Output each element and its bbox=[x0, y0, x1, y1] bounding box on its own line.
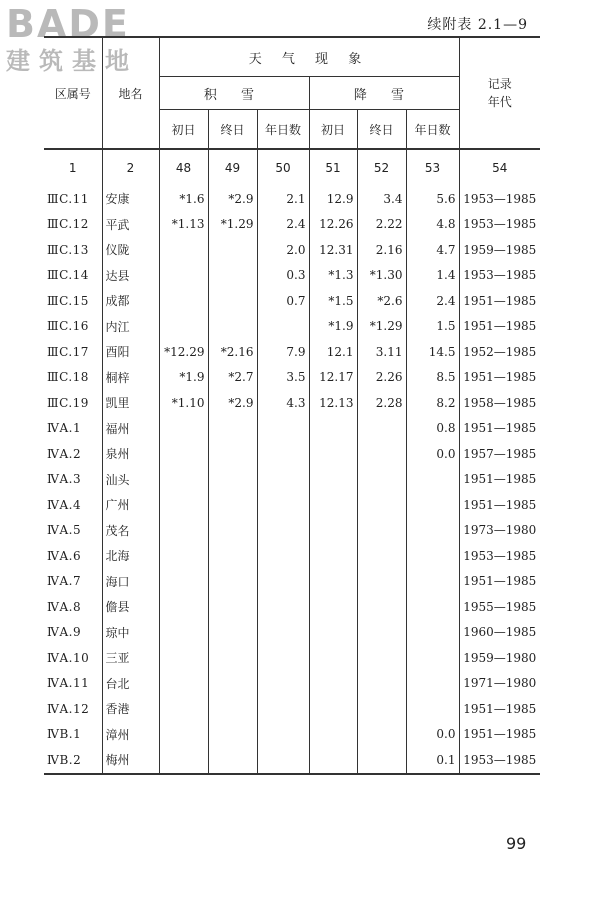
snow-cover-last-day-cell bbox=[208, 594, 257, 620]
snow-cover-first-day-cell: *1.13 bbox=[159, 212, 208, 238]
table-row bbox=[44, 186, 540, 212]
place-name-cell: 台北 bbox=[102, 671, 159, 697]
snow-cover-last-day-cell bbox=[208, 645, 257, 671]
snow-cover-first-day-cell bbox=[159, 518, 208, 544]
snowfall-first-day-cell bbox=[309, 492, 357, 518]
place-name-cell: 平武 bbox=[102, 212, 159, 238]
region-code-cell: ⅢC.17 bbox=[44, 339, 102, 365]
snow-cover-days-cell bbox=[257, 416, 309, 442]
snow-cover-last-day-cell bbox=[208, 314, 257, 340]
snow-cover-first-day-cell bbox=[159, 237, 208, 263]
region-code-cell: ⅣA.3 bbox=[44, 467, 102, 493]
record-years-cell: 1951—1985 bbox=[459, 492, 540, 518]
snow-cover-first-day-cell bbox=[159, 263, 208, 289]
region-code-cell: ⅢC.13 bbox=[44, 237, 102, 263]
snowfall-days-cell bbox=[406, 569, 459, 595]
region-code-cell: ⅢC.18 bbox=[44, 365, 102, 391]
header-snow-cover-days: 年日数 bbox=[257, 110, 309, 150]
snow-cover-days-cell bbox=[257, 696, 309, 722]
record-years-cell: 1953—1985 bbox=[459, 543, 540, 569]
snow-cover-last-day-cell bbox=[208, 620, 257, 646]
region-code-cell: ⅣA.11 bbox=[44, 671, 102, 697]
snowfall-days-cell bbox=[406, 518, 459, 544]
place-name-cell: 梅州 bbox=[102, 747, 159, 774]
snow-cover-first-day-cell bbox=[159, 467, 208, 493]
snow-cover-days-cell: 0.3 bbox=[257, 263, 309, 289]
snowfall-last-day-cell: 3.11 bbox=[357, 339, 406, 365]
snow-cover-days-cell: 2.4 bbox=[257, 212, 309, 238]
place-name-cell: 茂名 bbox=[102, 518, 159, 544]
snow-cover-days-cell: 7.9 bbox=[257, 339, 309, 365]
record-years-cell: 1953—1985 bbox=[459, 747, 540, 774]
header-weather: 天 气 现 象 bbox=[159, 37, 459, 77]
record-years-cell: 1958—1985 bbox=[459, 390, 540, 416]
table-row bbox=[44, 569, 540, 595]
table-caption: 续附表 2.1—9 bbox=[427, 17, 528, 33]
snowfall-first-day-cell bbox=[309, 594, 357, 620]
table-row bbox=[44, 747, 540, 774]
place-name-cell: 广州 bbox=[102, 492, 159, 518]
header-place-name: 地名 bbox=[102, 37, 159, 149]
record-years-cell: 1951—1985 bbox=[459, 288, 540, 314]
snowfall-last-day-cell: 2.22 bbox=[357, 212, 406, 238]
snowfall-last-day-cell: 2.26 bbox=[357, 365, 406, 391]
snowfall-days-cell: 1.5 bbox=[406, 314, 459, 340]
place-name-cell: 泉州 bbox=[102, 441, 159, 467]
snowfall-days-cell: 0.0 bbox=[406, 722, 459, 748]
snowfall-days-cell: 4.8 bbox=[406, 212, 459, 238]
snowfall-days-cell: 2.4 bbox=[406, 288, 459, 314]
table-row bbox=[44, 441, 540, 467]
snow-cover-last-day-cell: *2.7 bbox=[208, 365, 257, 391]
place-name-cell: 成都 bbox=[102, 288, 159, 314]
table-row bbox=[44, 722, 540, 748]
snow-cover-days-cell bbox=[257, 467, 309, 493]
snow-cover-first-day-cell bbox=[159, 314, 208, 340]
snow-cover-last-day-cell bbox=[208, 722, 257, 748]
region-code-cell: ⅢC.19 bbox=[44, 390, 102, 416]
snowfall-last-day-cell: *1.29 bbox=[357, 314, 406, 340]
snow-cover-days-cell: 3.5 bbox=[257, 365, 309, 391]
record-years-cell: 1973—1980 bbox=[459, 518, 540, 544]
header-snow-cover-first-day: 初日 bbox=[159, 110, 208, 150]
place-name-cell: 达县 bbox=[102, 263, 159, 289]
snowfall-first-day-cell bbox=[309, 416, 357, 442]
snow-cover-first-day-cell bbox=[159, 543, 208, 569]
snow-cover-last-day-cell bbox=[208, 518, 257, 544]
region-code-cell: ⅣA.10 bbox=[44, 645, 102, 671]
record-years-cell: 1951—1985 bbox=[459, 696, 540, 722]
region-code-cell: ⅢC.15 bbox=[44, 288, 102, 314]
record-years-cell: 1953—1985 bbox=[459, 212, 540, 238]
snowfall-last-day-cell bbox=[357, 696, 406, 722]
snowfall-days-cell: 1.4 bbox=[406, 263, 459, 289]
snowfall-last-day-cell bbox=[357, 645, 406, 671]
snowfall-last-day-cell bbox=[357, 518, 406, 544]
snow-cover-last-day-cell: *2.16 bbox=[208, 339, 257, 365]
record-years-cell: 1959—1980 bbox=[459, 645, 540, 671]
record-years-cell: 1953—1985 bbox=[459, 186, 540, 212]
snow-cover-days-cell bbox=[257, 569, 309, 595]
column-number: 51 bbox=[309, 149, 357, 186]
snowfall-days-cell bbox=[406, 620, 459, 646]
table-body bbox=[44, 186, 540, 774]
snow-cover-first-day-cell bbox=[159, 441, 208, 467]
region-code-cell: ⅣA.9 bbox=[44, 620, 102, 646]
place-name-cell: 琼中 bbox=[102, 620, 159, 646]
record-years-cell: 1951—1985 bbox=[459, 569, 540, 595]
snow-cover-days-cell bbox=[257, 722, 309, 748]
column-number: 49 bbox=[208, 149, 257, 186]
snowfall-days-cell bbox=[406, 543, 459, 569]
table-row bbox=[44, 263, 540, 289]
header-snowfall: 降 雪 bbox=[309, 77, 459, 110]
snowfall-last-day-cell bbox=[357, 416, 406, 442]
record-years-cell: 1955—1985 bbox=[459, 594, 540, 620]
snowfall-days-cell: 0.0 bbox=[406, 441, 459, 467]
region-code-cell: ⅣB.2 bbox=[44, 747, 102, 774]
snowfall-last-day-cell bbox=[357, 620, 406, 646]
snow-cover-days-cell bbox=[257, 747, 309, 774]
snow-cover-days-cell bbox=[257, 441, 309, 467]
table-row bbox=[44, 671, 540, 697]
region-code-cell: ⅣA.12 bbox=[44, 696, 102, 722]
table-row bbox=[44, 365, 540, 391]
snow-cover-first-day-cell: *1.6 bbox=[159, 186, 208, 212]
column-number: 54 bbox=[459, 149, 540, 186]
snow-cover-last-day-cell: *1.29 bbox=[208, 212, 257, 238]
snow-cover-last-day-cell bbox=[208, 237, 257, 263]
header-snow-cover-last-day: 终日 bbox=[208, 110, 257, 150]
header-region-code: 区属号 bbox=[44, 37, 102, 149]
table-row bbox=[44, 467, 540, 493]
snowfall-first-day-cell bbox=[309, 569, 357, 595]
snowfall-first-day-cell: 12.31 bbox=[309, 237, 357, 263]
snowfall-days-cell bbox=[406, 594, 459, 620]
snowfall-days-cell: 5.6 bbox=[406, 186, 459, 212]
snow-cover-last-day-cell bbox=[208, 441, 257, 467]
snowfall-first-day-cell bbox=[309, 467, 357, 493]
table-row bbox=[44, 416, 540, 442]
place-name-cell: 北海 bbox=[102, 543, 159, 569]
snow-cover-first-day-cell bbox=[159, 416, 208, 442]
column-number: 2 bbox=[102, 149, 159, 186]
snowfall-last-day-cell bbox=[357, 441, 406, 467]
header-snowfall-days: 年日数 bbox=[406, 110, 459, 150]
snowfall-days-cell: 4.7 bbox=[406, 237, 459, 263]
snow-cover-last-day-cell bbox=[208, 416, 257, 442]
place-name-cell: 三亚 bbox=[102, 645, 159, 671]
snow-cover-days-cell: 2.1 bbox=[257, 186, 309, 212]
region-code-cell: ⅣA.8 bbox=[44, 594, 102, 620]
column-number: 48 bbox=[159, 149, 208, 186]
snow-cover-first-day-cell bbox=[159, 594, 208, 620]
snow-cover-last-day-cell bbox=[208, 747, 257, 774]
snow-cover-last-day-cell bbox=[208, 696, 257, 722]
weather-table bbox=[44, 36, 540, 775]
place-name-cell: 凯里 bbox=[102, 390, 159, 416]
record-years-cell: 1953—1985 bbox=[459, 263, 540, 289]
column-number: 50 bbox=[257, 149, 309, 186]
record-years-cell: 1951—1985 bbox=[459, 314, 540, 340]
snowfall-first-day-cell bbox=[309, 722, 357, 748]
snowfall-days-cell bbox=[406, 492, 459, 518]
snow-cover-last-day-cell bbox=[208, 263, 257, 289]
snowfall-last-day-cell: 3.4 bbox=[357, 186, 406, 212]
snow-cover-days-cell bbox=[257, 492, 309, 518]
region-code-cell: ⅣA.1 bbox=[44, 416, 102, 442]
snowfall-last-day-cell bbox=[357, 492, 406, 518]
region-code-cell: ⅣA.6 bbox=[44, 543, 102, 569]
snowfall-first-day-cell bbox=[309, 441, 357, 467]
watermark-brand: BADE bbox=[6, 2, 130, 46]
table-row bbox=[44, 696, 540, 722]
place-name-cell: 香港 bbox=[102, 696, 159, 722]
snow-cover-first-day-cell: *1.9 bbox=[159, 365, 208, 391]
record-years-cell: 1960—1985 bbox=[459, 620, 540, 646]
table-row bbox=[44, 620, 540, 646]
snow-cover-days-cell bbox=[257, 645, 309, 671]
snow-cover-days-cell bbox=[257, 671, 309, 697]
snowfall-last-day-cell bbox=[357, 594, 406, 620]
snowfall-first-day-cell bbox=[309, 696, 357, 722]
snow-cover-last-day-cell bbox=[208, 671, 257, 697]
snowfall-first-day-cell: 12.26 bbox=[309, 212, 357, 238]
snowfall-days-cell bbox=[406, 696, 459, 722]
place-name-cell: 仪陇 bbox=[102, 237, 159, 263]
table-row bbox=[44, 594, 540, 620]
record-years-cell: 1952—1985 bbox=[459, 339, 540, 365]
table-row bbox=[44, 237, 540, 263]
snow-cover-first-day-cell: *1.10 bbox=[159, 390, 208, 416]
snow-cover-last-day-cell bbox=[208, 492, 257, 518]
place-name-cell: 安康 bbox=[102, 186, 159, 212]
place-name-cell: 儋县 bbox=[102, 594, 159, 620]
snowfall-first-day-cell bbox=[309, 747, 357, 774]
place-name-cell: 福州 bbox=[102, 416, 159, 442]
snowfall-first-day-cell: 12.17 bbox=[309, 365, 357, 391]
snow-cover-first-day-cell bbox=[159, 671, 208, 697]
snowfall-days-cell: 0.8 bbox=[406, 416, 459, 442]
table-row bbox=[44, 645, 540, 671]
snow-cover-days-cell: 4.3 bbox=[257, 390, 309, 416]
snowfall-first-day-cell: 12.1 bbox=[309, 339, 357, 365]
place-name-cell: 汕头 bbox=[102, 467, 159, 493]
snow-cover-last-day-cell: *2.9 bbox=[208, 186, 257, 212]
snowfall-last-day-cell bbox=[357, 569, 406, 595]
record-years-cell: 1951—1985 bbox=[459, 365, 540, 391]
snow-cover-days-cell bbox=[257, 594, 309, 620]
snowfall-first-day-cell: 12.9 bbox=[309, 186, 357, 212]
snowfall-last-day-cell: 2.28 bbox=[357, 390, 406, 416]
snowfall-last-day-cell bbox=[357, 747, 406, 774]
snowfall-first-day-cell bbox=[309, 543, 357, 569]
column-number: 53 bbox=[406, 149, 459, 186]
watermark-subtitle: 建筑基地 bbox=[6, 47, 138, 75]
table-row bbox=[44, 492, 540, 518]
place-name-cell: 酉阳 bbox=[102, 339, 159, 365]
snow-cover-first-day-cell bbox=[159, 645, 208, 671]
snowfall-days-cell bbox=[406, 671, 459, 697]
snowfall-last-day-cell: *1.30 bbox=[357, 263, 406, 289]
snow-cover-first-day-cell bbox=[159, 569, 208, 595]
snow-cover-days-cell bbox=[257, 314, 309, 340]
table-row bbox=[44, 339, 540, 365]
snow-cover-first-day-cell bbox=[159, 620, 208, 646]
header-record-years: 记录年代 bbox=[459, 37, 540, 149]
snowfall-last-day-cell bbox=[357, 467, 406, 493]
table-row bbox=[44, 288, 540, 314]
snow-cover-first-day-cell bbox=[159, 696, 208, 722]
snowfall-days-cell: 0.1 bbox=[406, 747, 459, 774]
record-years-cell: 1971—1980 bbox=[459, 671, 540, 697]
snowfall-first-day-cell: 12.13 bbox=[309, 390, 357, 416]
snow-cover-last-day-cell bbox=[208, 543, 257, 569]
snowfall-days-cell: 8.2 bbox=[406, 390, 459, 416]
snowfall-first-day-cell: *1.3 bbox=[309, 263, 357, 289]
snow-cover-days-cell bbox=[257, 543, 309, 569]
column-number: 52 bbox=[357, 149, 406, 186]
snow-cover-days-cell bbox=[257, 620, 309, 646]
snowfall-last-day-cell bbox=[357, 722, 406, 748]
snowfall-last-day-cell: 2.16 bbox=[357, 237, 406, 263]
snow-cover-days-cell bbox=[257, 518, 309, 544]
snowfall-first-day-cell bbox=[309, 620, 357, 646]
column-number-row bbox=[44, 149, 540, 186]
region-code-cell: ⅣB.1 bbox=[44, 722, 102, 748]
snow-cover-first-day-cell: *12.29 bbox=[159, 339, 208, 365]
snowfall-days-cell: 14.5 bbox=[406, 339, 459, 365]
snow-cover-first-day-cell bbox=[159, 747, 208, 774]
header-snowfall-last-day: 终日 bbox=[357, 110, 406, 150]
snowfall-days-cell bbox=[406, 467, 459, 493]
region-code-cell: ⅣA.4 bbox=[44, 492, 102, 518]
record-years-cell: 1951—1985 bbox=[459, 467, 540, 493]
snow-cover-days-cell: 2.0 bbox=[257, 237, 309, 263]
place-name-cell: 桐梓 bbox=[102, 365, 159, 391]
snowfall-last-day-cell bbox=[357, 671, 406, 697]
snow-cover-last-day-cell bbox=[208, 467, 257, 493]
record-years-cell: 1951—1985 bbox=[459, 722, 540, 748]
region-code-cell: ⅢC.14 bbox=[44, 263, 102, 289]
region-code-cell: ⅢC.12 bbox=[44, 212, 102, 238]
header-snow-cover: 积 雪 bbox=[159, 77, 309, 110]
table-row bbox=[44, 390, 540, 416]
snowfall-days-cell bbox=[406, 645, 459, 671]
column-number: 1 bbox=[44, 149, 102, 186]
snowfall-first-day-cell bbox=[309, 518, 357, 544]
snowfall-days-cell: 8.5 bbox=[406, 365, 459, 391]
snowfall-last-day-cell bbox=[357, 543, 406, 569]
snow-cover-first-day-cell bbox=[159, 722, 208, 748]
region-code-cell: ⅣA.2 bbox=[44, 441, 102, 467]
region-code-cell: ⅢC.11 bbox=[44, 186, 102, 212]
place-name-cell: 海口 bbox=[102, 569, 159, 595]
place-name-cell: 漳州 bbox=[102, 722, 159, 748]
table-row bbox=[44, 314, 540, 340]
region-code-cell: ⅣA.5 bbox=[44, 518, 102, 544]
region-code-cell: ⅢC.16 bbox=[44, 314, 102, 340]
table-row bbox=[44, 543, 540, 569]
page-number: 99 bbox=[506, 834, 527, 853]
snow-cover-last-day-cell bbox=[208, 288, 257, 314]
snowfall-first-day-cell: *1.9 bbox=[309, 314, 357, 340]
region-code-cell: ⅣA.7 bbox=[44, 569, 102, 595]
snow-cover-days-cell: 0.7 bbox=[257, 288, 309, 314]
record-years-cell: 1951—1985 bbox=[459, 416, 540, 442]
table-row bbox=[44, 212, 540, 238]
snow-cover-last-day-cell bbox=[208, 569, 257, 595]
snowfall-last-day-cell: *2.6 bbox=[357, 288, 406, 314]
place-name-cell: 内江 bbox=[102, 314, 159, 340]
snow-cover-first-day-cell bbox=[159, 492, 208, 518]
snow-cover-last-day-cell: *2.9 bbox=[208, 390, 257, 416]
snowfall-first-day-cell bbox=[309, 671, 357, 697]
snowfall-first-day-cell: *1.5 bbox=[309, 288, 357, 314]
snow-cover-first-day-cell bbox=[159, 288, 208, 314]
header-snowfall-first-day: 初日 bbox=[309, 110, 357, 150]
record-years-cell: 1957—1985 bbox=[459, 441, 540, 467]
snowfall-first-day-cell bbox=[309, 645, 357, 671]
record-years-cell: 1959—1985 bbox=[459, 237, 540, 263]
table-row bbox=[44, 518, 540, 544]
